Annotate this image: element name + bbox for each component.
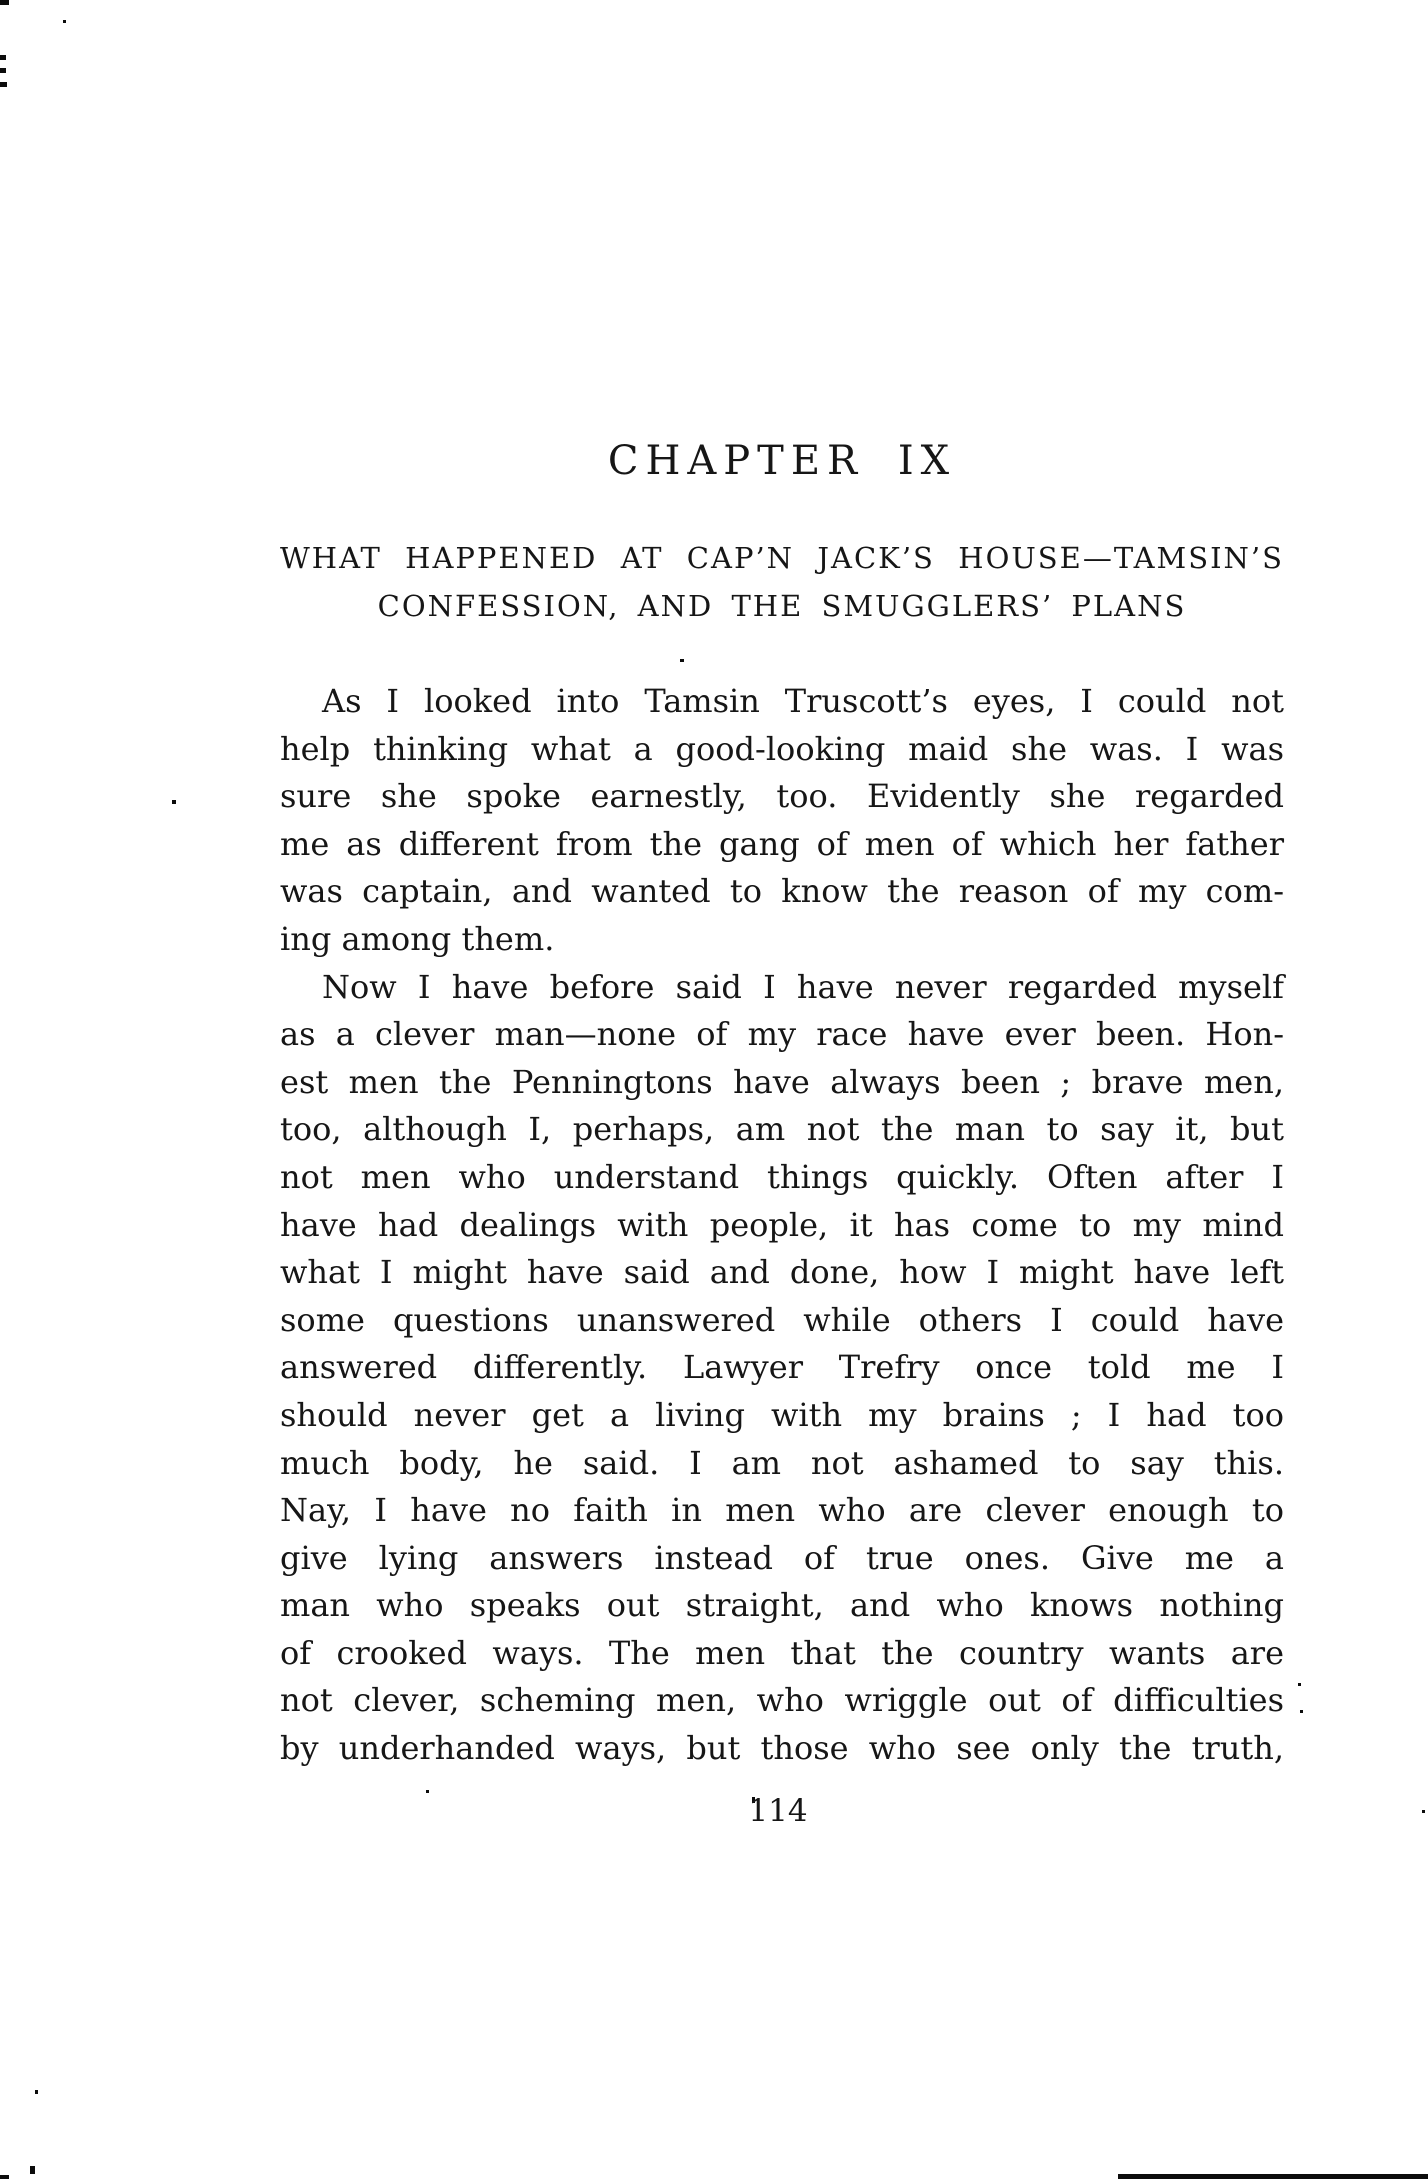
- scan-artifact: [35, 2090, 38, 2094]
- body-text-line: some questions unanswered while others I could have: [280, 1300, 1284, 1339]
- scan-artifact: [0, 68, 6, 73]
- body-text-line: what I might have said and done, how I might have left: [280, 1253, 1284, 1292]
- body-text-line: Now I have before said I have never regarded myself: [322, 967, 1284, 1006]
- body-text-line: of crooked ways. The men that the country wants are: [280, 1633, 1284, 1672]
- body-text-line: me as different from the gang of men of which her father: [280, 824, 1284, 863]
- scan-artifact: [0, 0, 9, 5]
- chapter-subtitle-line-1: WHAT HAPPENED AT CAP’N JACK’S HOUSE—TAMSIN’S: [280, 541, 1284, 575]
- scan-artifact: [0, 55, 6, 60]
- body-text-line: sure she spoke earnestly, too. Evidently she regarded: [280, 777, 1284, 816]
- body-text-line: have had dealings with people, it has come to my mind: [280, 1205, 1284, 1244]
- scan-artifact: [1300, 1710, 1303, 1713]
- body-text-line: much body, he said. I am not ashamed to say this.: [280, 1443, 1284, 1482]
- body-text-line: help thinking what a good-looking maid she was. I was: [280, 729, 1284, 768]
- body-text-line: as a clever man—none of my race have ever been. Hon-: [280, 1015, 1284, 1054]
- body-text-line: answered differently. Lawyer Trefry once told me I: [280, 1348, 1284, 1387]
- chapter-subtitle-line-2: CONFESSION, AND THE SMUGGLERS’ PLANS: [377, 589, 1187, 623]
- scan-artifact: [680, 659, 684, 662]
- scan-artifact: [0, 82, 7, 87]
- scan-artifact: [63, 20, 66, 23]
- scan-artifact: [30, 2166, 35, 2174]
- body-text-line: ing among them.: [280, 919, 555, 958]
- body-text-line: too, although I, perhaps, am not the man to say it, but: [280, 1110, 1284, 1149]
- scan-artifact: [172, 800, 176, 804]
- scan-artifact: [0, 2175, 9, 2179]
- body-text-line: was captain, and wanted to know the reason of my com-: [280, 872, 1284, 911]
- body-text-line: give lying answers instead of true ones. Give me a: [280, 1538, 1284, 1577]
- scan-artifact: [1298, 1683, 1301, 1686]
- scan-artifact: [1118, 2174, 1428, 2179]
- body-text-line: As I looked into Tamsin Truscott’s eyes, I could not: [322, 682, 1284, 720]
- body-text-line: man who speaks out straight, and who knows nothing: [280, 1586, 1284, 1625]
- body-text-line: not men who understand things quickly. Often after I: [280, 1157, 1284, 1196]
- body-text-line: est men the Penningtons have always been ; brave men,: [280, 1062, 1284, 1101]
- body-text-line: by underhanded ways, but those who see only the truth,: [280, 1729, 1284, 1768]
- body-text-line: should never get a living with my brains ; I had too: [280, 1395, 1284, 1434]
- body-text: [280, 678, 1284, 1773]
- body-text-line: not clever, scheming men, who wriggle out of difficulties: [280, 1681, 1284, 1720]
- chapter-heading: CHAPTER IX: [607, 438, 957, 484]
- scan-artifact: [1422, 1810, 1425, 1813]
- page-number: 114: [748, 1793, 808, 1829]
- body-text-line: Nay, I have no faith in men who are clever enough to: [280, 1491, 1284, 1530]
